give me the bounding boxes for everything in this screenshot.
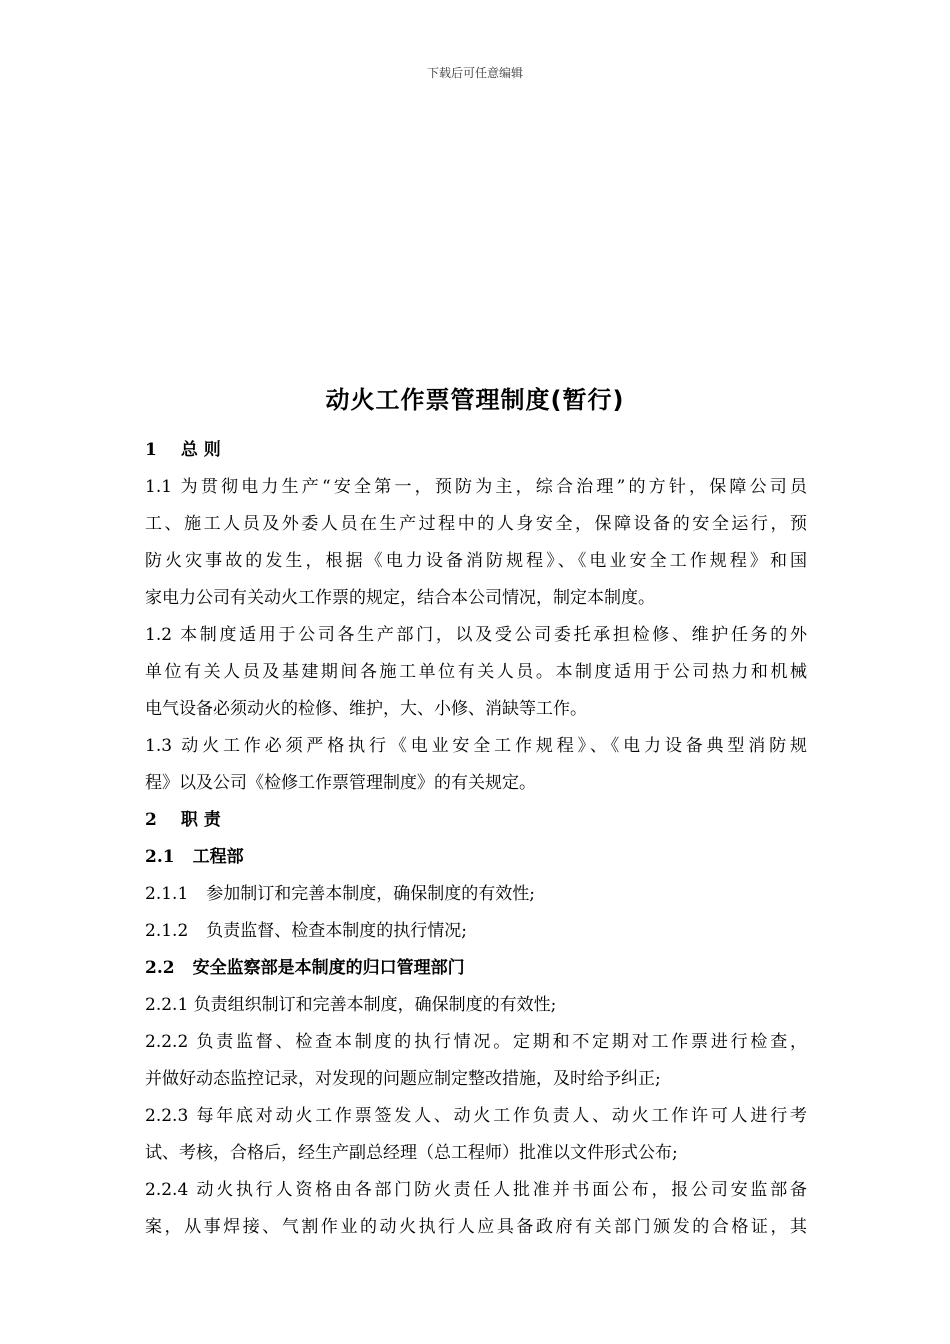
section-heading-1	[145, 432, 807, 469]
clause-2-1-2	[145, 913, 807, 950]
paragraph-line: 程》以及公司《检修工作票管理制度》的有关规定。	[145, 773, 536, 793]
section-title: 职 责	[180, 810, 221, 830]
paragraph-line: 家电力公司有关动火工作票的规定，结合本公司情况，制定本制度。	[145, 588, 655, 608]
paragraph-line: 电气设备必须动火的检修、维护，大、小修、消缺等工作。	[145, 699, 587, 719]
subsection-heading-2-2	[145, 950, 807, 987]
paragraph-line: 2.2.1 负责组织制订和完善本制度，确保制度的有效性;	[145, 995, 557, 1015]
clause-2-1-1	[145, 876, 807, 913]
subsection-heading-2-1	[145, 839, 807, 876]
paragraph-line: 2.2.2 负责监督、检查本制度的执行情况。定期和不定期对工作票进行检查，	[145, 1032, 807, 1052]
paragraph-line: 防火灾事故的发生，根据《电力设备消防规程》、《电业安全工作规程》和国	[145, 551, 807, 571]
paragraph-line: 2.2.4 动火执行人资格由各部门防火责任人批准并书面公布，报公司安监部备	[145, 1180, 807, 1200]
header-note: 下载后可任意编辑	[426, 66, 523, 80]
clause-number: 2.1.2	[145, 921, 189, 941]
paragraph-line: 1.3 动火工作必须严格执行《电业安全工作规程》、《电力设备典型消防规	[145, 736, 807, 756]
clause-text: 负责监督、检查本制度的执行情况;	[206, 921, 467, 941]
paragraph-line: 单位有关人员及基建期间各施工单位有关人员。本制度适用于公司热力和机械	[145, 662, 807, 682]
section-title: 安全监察部是本制度的归口管理部门	[192, 958, 465, 978]
section-number: 2	[145, 810, 157, 830]
section-number: 2.1	[145, 847, 175, 867]
section-heading-2	[145, 802, 807, 839]
paragraph-line: 工、施工人员及外委人员在生产过程中的人身安全，保障设备的安全运行，预	[145, 514, 807, 534]
clause-text: 参加制订和完善本制度，确保制度的有效性;	[206, 884, 535, 904]
section-title: 工程部	[192, 847, 244, 867]
section-number: 1	[145, 440, 157, 460]
paragraph-line: 2.2.3 每年底对动火工作票签发人、动火工作负责人、动火工作许可人进行考	[145, 1106, 807, 1126]
document-title: 动火工作票管理制度(暂行)	[325, 386, 625, 414]
document-body	[145, 432, 807, 1246]
paragraph-line: 试、考核，合格后，经生产副总经理（总工程师）批准以文件形式公布;	[145, 1143, 678, 1163]
paragraph-line: 并做好动态监控记录，对发现的问题应制定整改措施，及时给予纠正;	[145, 1069, 661, 1089]
paragraph-line: 1.2 本制度适用于公司各生产部门，以及受公司委托承担检修、维护任务的外	[145, 625, 807, 645]
paragraph-line: 1.1 为贯彻电力生产“安全第一，预防为主，综合治理”的方针，保障公司员	[145, 477, 807, 497]
section-title: 总 则	[180, 440, 221, 460]
clause-number: 2.1.1	[145, 884, 189, 904]
section-number: 2.2	[145, 958, 175, 978]
paragraph-line: 案，从事焊接、气割作业的动火执行人应具备政府有关部门颁发的合格证，其	[145, 1217, 807, 1237]
